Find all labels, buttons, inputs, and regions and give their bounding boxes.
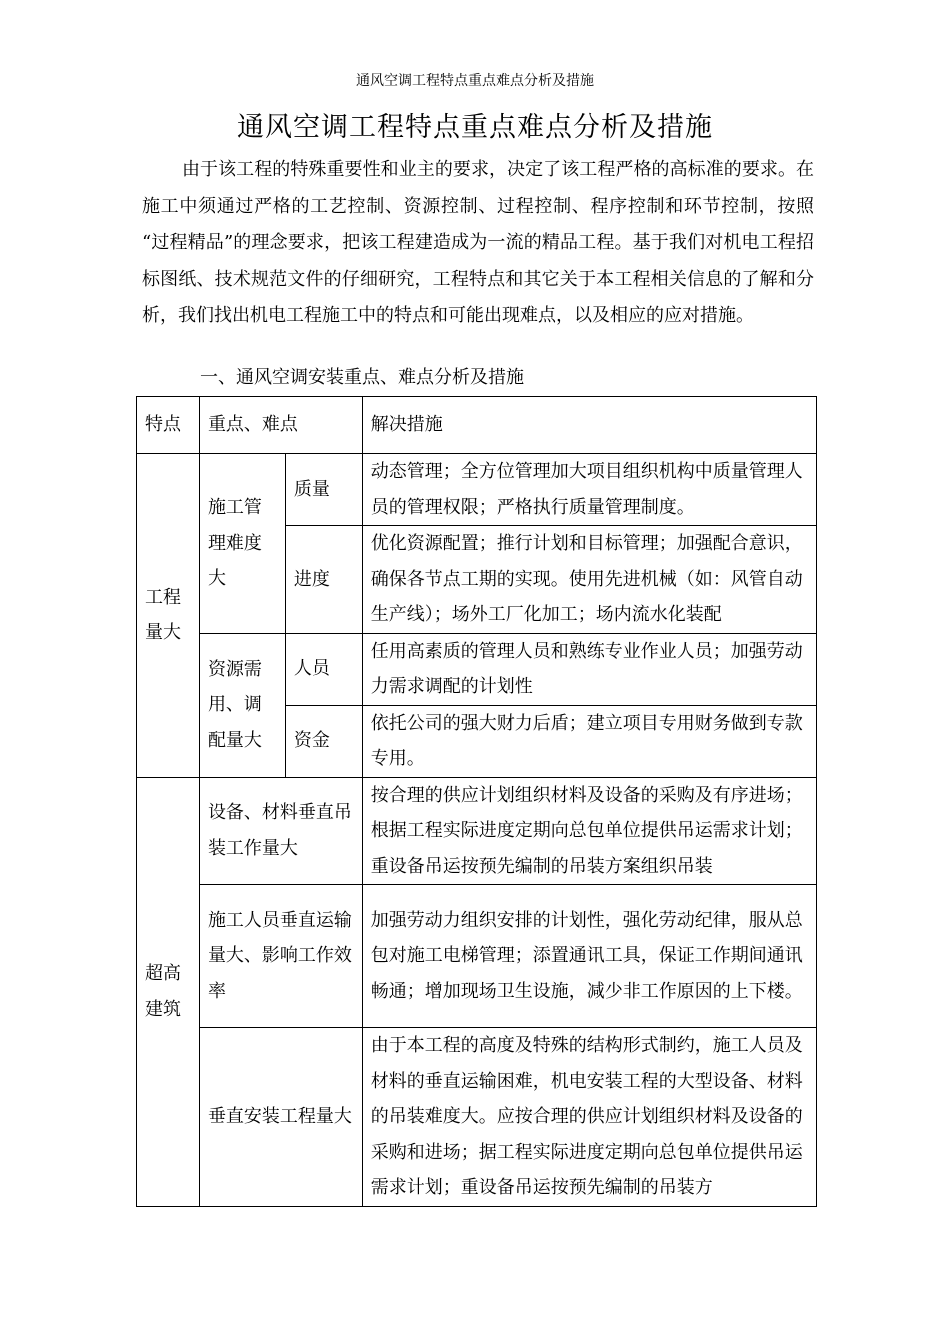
difficulty-cell: 资源需用、调配量大 [199,633,285,777]
section-heading: 一、通风空调安装重点、难点分析及措施 [200,367,524,388]
page-title: 通风空调工程特点重点难点分析及措施 [237,112,713,143]
header-feature: 特点 [137,397,200,454]
running-header: 通风空调工程特点重点难点分析及措施 [356,73,594,89]
item-cell: 进度 [285,526,362,634]
measure-cell: 优化资源配置；推行计划和目标管理；加强配合意识，确保各节点工期的实现。使用先进机械（如：风管自动生产线）；场外工厂化加工；场内流水化装配 [362,526,816,634]
item-cell: 人员 [285,633,362,705]
intro-paragraph: 由于该工程的特殊重要性和业主的要求，决定了该工程严格的高标准的要求。在施工中须通过严格的工艺控制、资源控制、过程控制、程序控制和环节控制，按照 “过程精品”的理念要求，把该工程建造成为一流的精品工程。基于我们对机电工程招标图纸、技术规范文件的仔细研究，工程特点和其它关于本工程相关信息的了解和分析，我们找出机电工程施工中的特点和可能出现难点，以及相应的应对措施。 [142,159,814,326]
measure-cell: 任用高素质的管理人员和熟练专业作业人员；加强劳动力需求调配的计划性 [362,633,816,705]
table-row [137,454,817,526]
measure-cell: 依托公司的强大财力后盾；建立项目专用财务做到专款专用。 [362,705,816,777]
analysis-table [136,396,817,1207]
table-header-row [137,397,817,454]
difficulty-cell: 垂直安装工程量大 [199,1028,362,1207]
difficulty-cell: 设备、材料垂直吊装工作量大 [199,777,362,885]
measure-cell: 由于本工程的高度及特殊的结构形式制约，施工人员及材料的垂直运输困难，机电安装工程的大型设备、材料的吊装难度大。应按合理的供应计划组织材料及设备的采购和进场；据工程实际进度定期向总包单位提供吊运需求计划；重设备吊运按预先编制的吊装方 [362,1028,816,1207]
difficulty-cell: 施工管理难度大 [199,454,285,634]
header-measures: 解决措施 [362,397,816,454]
table-row [137,1028,817,1207]
feature-cell: 工程量大 [137,454,200,778]
table-row [137,633,817,705]
item-cell: 质量 [285,454,362,526]
measure-cell: 加强劳动力组织安排的计划性，强化劳动纪律，服从总包对施工电梯管理；添置通讯工具，保证工作期间通讯畅通；增加现场卫生设施，减少非工作原因的上下楼。 [362,885,816,1028]
table-row [137,777,817,885]
table-row [137,885,817,1028]
measure-cell: 按合理的供应计划组织材料及设备的采购及有序进场；根据工程实际进度定期向总包单位提供吊运需求计划；重设备吊运按预先编制的吊装方案组织吊装 [362,777,816,885]
feature-cell: 超高建筑 [137,777,200,1206]
header-key-difficulty: 重点、难点 [199,397,362,454]
measure-cell: 动态管理；全方位管理加大项目组织机构中质量管理人员的管理权限；严格执行质量管理制度。 [362,454,816,526]
difficulty-cell: 施工人员垂直运输量大、影响工作效率 [199,885,362,1028]
item-cell: 资金 [285,705,362,777]
